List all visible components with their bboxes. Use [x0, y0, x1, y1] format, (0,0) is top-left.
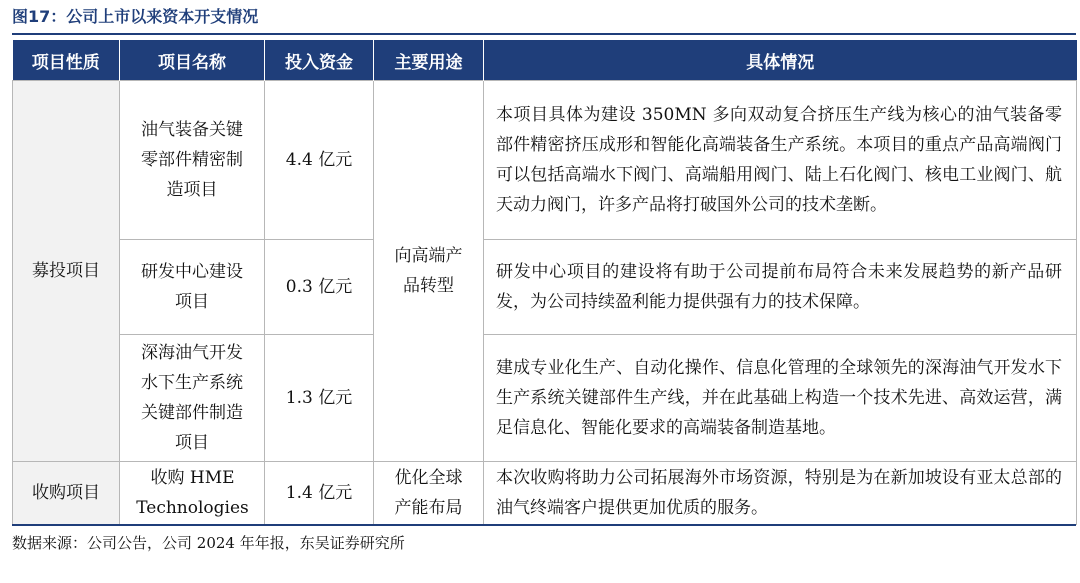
data-source-note: 数据来源：公司公告，公司 2024 年年报，东吴证券研究所: [12, 534, 405, 552]
capex-table: [12, 40, 1077, 525]
project-amount: 0.3 亿元: [265, 240, 374, 335]
header-amount: 投入资金: [265, 40, 374, 81]
figure-title: 图17：公司上市以来资本开支情况: [12, 7, 259, 26]
project-amount: 4.4 亿元: [265, 81, 374, 240]
bottom-rule: [12, 524, 1076, 526]
project-amount: 1.3 亿元: [265, 335, 374, 462]
header-purpose: 主要用途: [374, 40, 484, 81]
table-row: [13, 240, 1077, 335]
header-detail: 具体情况: [484, 40, 1077, 81]
header-name: 项目名称: [120, 40, 265, 81]
project-detail: 本次收购将助力公司拓展海外市场资源，特别是为在新加坡设有亚太总部的油气终端客户提供更加优质的服务。: [484, 462, 1077, 525]
table-header-row: [13, 40, 1077, 81]
title-rule: [12, 33, 1076, 35]
purpose-acquisition: 优化全球产能布局: [374, 462, 484, 525]
project-name: 油气装备关键零部件精密制造项目: [120, 81, 265, 240]
group-fundraising: 募投项目: [13, 81, 120, 462]
project-name: 深海油气开发水下生产系统关键部件制造项目: [120, 335, 265, 462]
project-detail: 研发中心项目的建设将有助于公司提前布局符合未来发展趋势的新产品研发，为公司持续盈利能力提供强有力的技术保障。: [484, 240, 1077, 335]
project-name: 研发中心建设项目: [120, 240, 265, 335]
header-nature: 项目性质: [13, 40, 120, 81]
project-amount: 1.4 亿元: [265, 462, 374, 525]
table-row: [13, 462, 1077, 525]
project-detail: 建成专业化生产、自动化操作、信息化管理的全球领先的深海油气开发水下生产系统关键部件生产线，并在此基础上构造一个技术先进、高效运营，满足信息化、智能化要求的高端装备制造基地。: [484, 335, 1077, 462]
project-detail: 本项目具体为建设 350MN 多向双动复合挤压生产线为核心的油气装备零部件精密挤压成形和智能化高端装备生产系统。本项目的重点产品高端阀门可以包括高端水下阀门、高端船用阀门、陆上石化阀门、核电工业阀门、航天动力阀门，许多产品将打破国外公司的技术垄断。: [484, 81, 1077, 240]
group-acquisition: 收购项目: [13, 462, 120, 525]
table-row: [13, 81, 1077, 240]
table-row: [13, 335, 1077, 462]
project-name: 收购 HME Technologies: [120, 462, 265, 525]
purpose-fundraising: 向高端产品转型: [374, 81, 484, 462]
